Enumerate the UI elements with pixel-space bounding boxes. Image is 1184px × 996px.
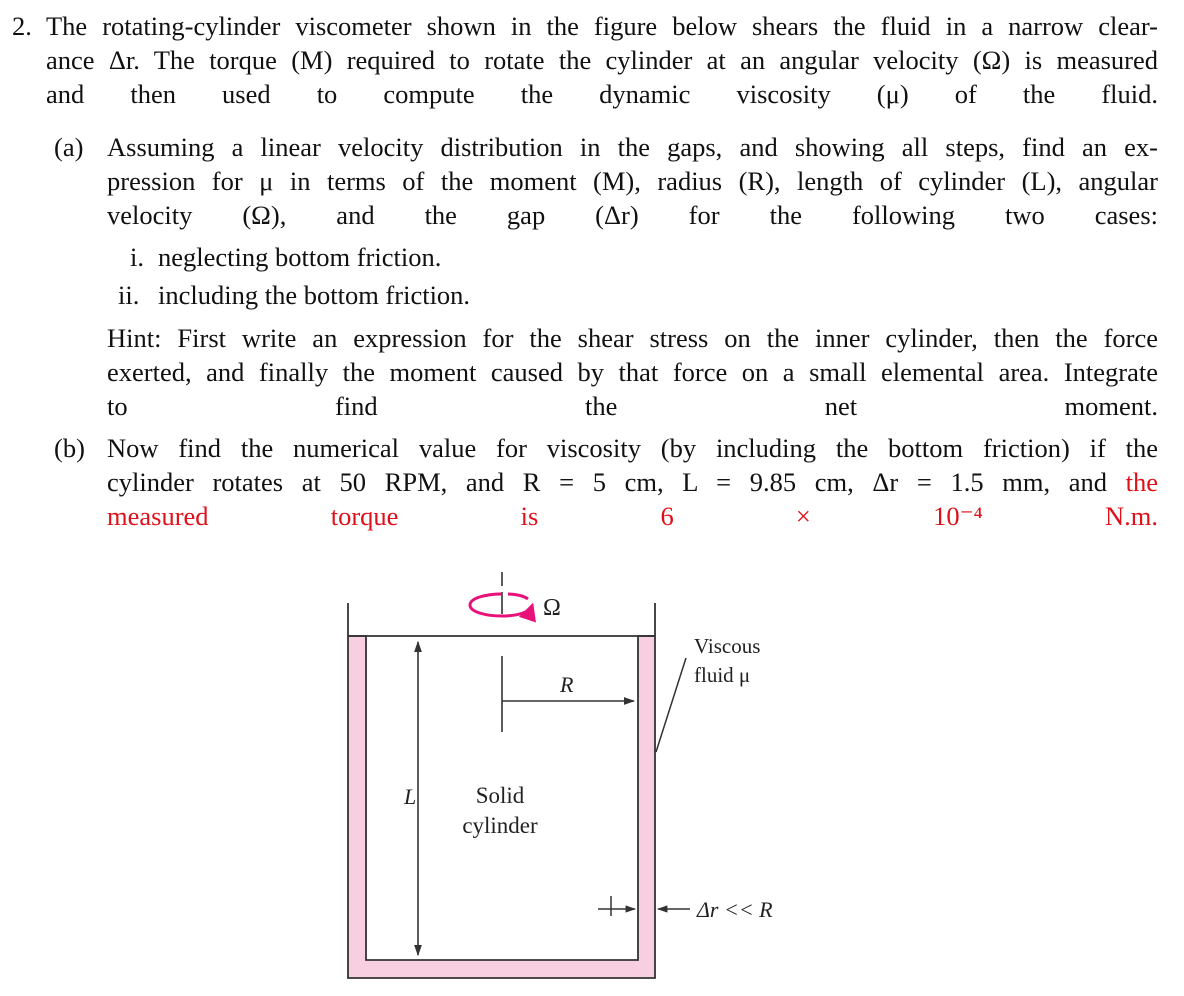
part-a-line-2: pression for μ in terms of the moment (M), radius (R), length of cylinder (L), angular — [107, 166, 1158, 196]
length-label: L — [404, 784, 417, 809]
problem-number: 2. — [12, 11, 32, 41]
part-a-label: (a) — [54, 132, 84, 162]
solid-label-line-1: Solid — [475, 783, 525, 808]
hint-line-2: exerted, and finally the moment caused by that force on a small elemental area. Integrate — [107, 357, 1158, 387]
intro-line-2: ance Δr. The torque (M) required to rotate the cylinder at an angular velocity (Ω) is measured — [46, 45, 1158, 75]
solid-label-line-2: cylinder — [462, 813, 538, 838]
case-i-text: neglecting bottom friction. — [158, 242, 442, 272]
case-ii-text: including the bottom friction. — [158, 280, 471, 310]
hint-line-1: Hint: First write an expression for the shear stress on the inner cylinder, then the force — [107, 323, 1158, 353]
part-a-line-3: velocity (Ω), and the gap (Δr) for the following two cases: — [107, 200, 1158, 230]
intro-line-1: The rotating-cylinder viscometer shown in the figure below shears the fluid in a narrow clear- — [46, 11, 1158, 41]
gap-label: Δr << R — [697, 897, 773, 922]
part-b-label: (b) — [54, 433, 85, 463]
viscous-label-line-1: Viscous — [694, 634, 761, 658]
intro-line-3: and then used to compute the dynamic viscosity (μ) of the fluid. — [46, 79, 1158, 109]
part-b-line-2-black: cylinder rotates at 50 RPM, and R = 5 cm, L = 9.85 cm, Δr = 1.5 mm, and — [107, 467, 1126, 497]
part-b-line-1: Now find the numerical value for viscosity (by including the bottom friction) if the — [107, 433, 1158, 463]
viscous-leader-line — [656, 658, 686, 752]
rotation-arrow-back — [508, 594, 528, 599]
viscous-label-line-2: fluid μ — [694, 663, 751, 687]
hint-line-3: to find the net moment. — [107, 391, 1158, 421]
part-a-line-1: Assuming a linear velocity distribution in the gaps, and showing all steps, find an ex- — [107, 132, 1158, 162]
radius-label: R — [560, 672, 574, 697]
omega-label: Ω — [543, 595, 561, 621]
case-ii-label: ii. — [118, 280, 140, 310]
part-b-line-3-red: measured torque is 6 × 10⁻⁴ N.m. — [107, 501, 1158, 531]
case-i-label: i. — [130, 242, 144, 272]
part-b-line-2-red: the — [1125, 467, 1158, 497]
